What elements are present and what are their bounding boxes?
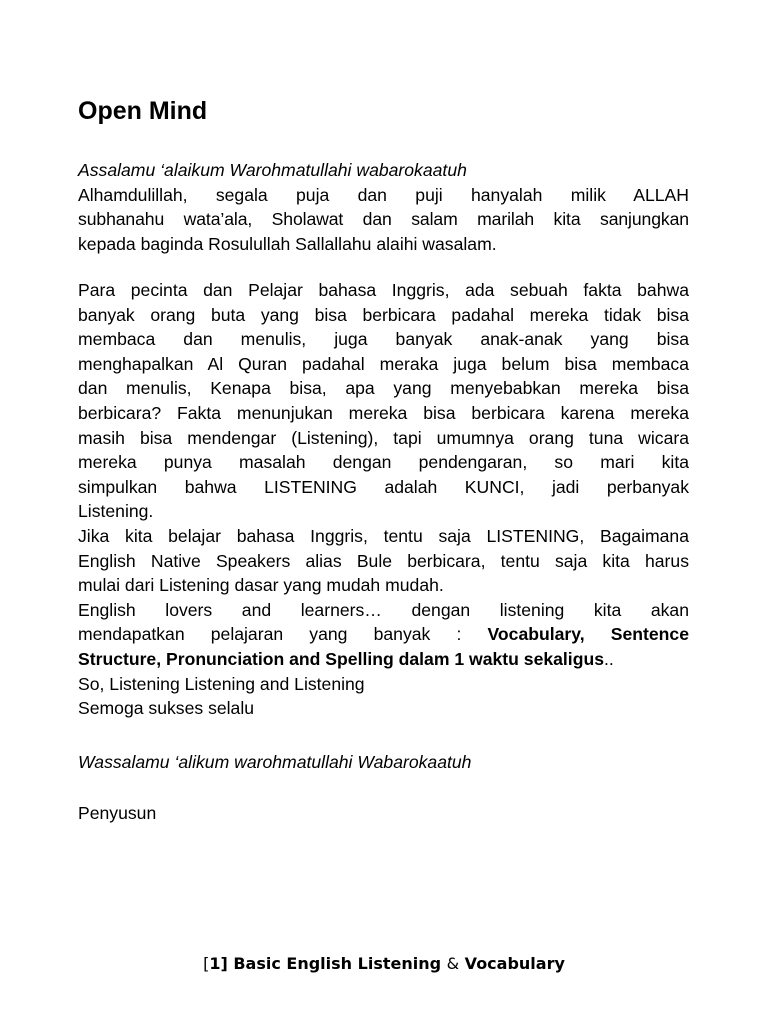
footer-ampersand: & — [446, 954, 460, 973]
para4-line-1: English lovers and learners… dengan listening kita akan — [78, 599, 689, 620]
para2-line-1: Para pecinta dan Pelajar bahasa Inggris, ada sebuah fakta bahwa — [78, 280, 689, 300]
para4-line-3-end: .. — [603, 648, 614, 669]
footer-basic: Basic English Listening — [227, 954, 447, 973]
page-footer — [0, 954, 768, 973]
para1-line-2: subhanahu wata’ala, Sholawat dan salam marilah kita sanjungkan — [78, 209, 689, 230]
footer-open-bracket: [ — [203, 954, 210, 973]
main-paragraph — [78, 278, 689, 721]
footer-vocabulary: Vocabulary — [459, 954, 565, 973]
para3-line-1: Jika kita belajar bahasa Inggris, tentu saja LISTENING, Bagaimana — [78, 525, 689, 546]
closing-paragraph — [78, 750, 689, 775]
closing-italic: Wassalamu ‘alikum — [78, 752, 230, 772]
closing-line — [78, 750, 689, 775]
para1-line-3: kepada baginda Rosulullah Sallallahu alaihi wasalam. — [78, 233, 497, 254]
para2-line-9: simpulkan bahwa LISTENING adalah KUNCI, jadi perbanyak — [78, 476, 689, 497]
para1-line-1: Alhamdulillah, segala puja dan puji hanyalah milik ALLAH — [78, 184, 689, 205]
para4-line-2-normal: mendapatkan pelajaran yang banyak : — [78, 624, 488, 645]
para4-line-3 — [78, 647, 689, 672]
para3-line-2: English Native Speakers alias Bule berbicara, tentu saja kita harus — [78, 550, 689, 571]
para4-line-2 — [78, 622, 689, 647]
so-line: So, Listening Listening and Listening — [78, 673, 365, 694]
footer-number: 1] — [209, 954, 228, 973]
para2-line-5: dan menulis, Kenapa bisa, apa yang menyebabkan mereka bisa — [78, 378, 689, 399]
semoga-line: Semoga sukses selalu — [78, 698, 255, 719]
opening-paragraph — [78, 158, 689, 256]
greeting-rest: wabarokaatuh — [351, 160, 467, 180]
page-title: Open Mind — [78, 97, 208, 125]
para4-line-2-bold: Vocabulary, Sentence — [487, 624, 689, 645]
para2-line-4: menghapalkan Al Quran padahal meraka juga belum bisa membaca — [78, 353, 689, 374]
para2-line-10: Listening. — [78, 501, 154, 522]
para2-line-7: masih bisa mendengar (Listening), tapi umumnya orang tuna wicara — [78, 427, 689, 448]
greeting-line — [78, 158, 689, 183]
para4-line-3-bold: Structure, Pronunciation and Spelling dalam 1 waktu sekaligus — [78, 648, 604, 669]
para3-line-3: mulai dari Listening dasar yang mudah mudah. — [78, 575, 444, 596]
para2-line-3: membaca dan menulis, juga banyak anak-anak yang bisa — [78, 329, 689, 350]
para2-line-8: mereka punya masalah dengan pendengaran, so mari kita — [78, 452, 689, 473]
signature: Penyusun — [78, 803, 157, 823]
closing-rest: warohmatullahi Wabarokaatuh — [229, 752, 472, 772]
para2-line-6: berbicara? Fakta menunjukan mereka bisa berbicara karena mereka — [78, 402, 689, 423]
para2-line-2: banyak orang buta yang bisa berbicara padahal mereka tidak bisa — [78, 304, 689, 325]
greeting-italic: Assalamu ‘alaikum Warohmatullahi — [78, 160, 352, 180]
